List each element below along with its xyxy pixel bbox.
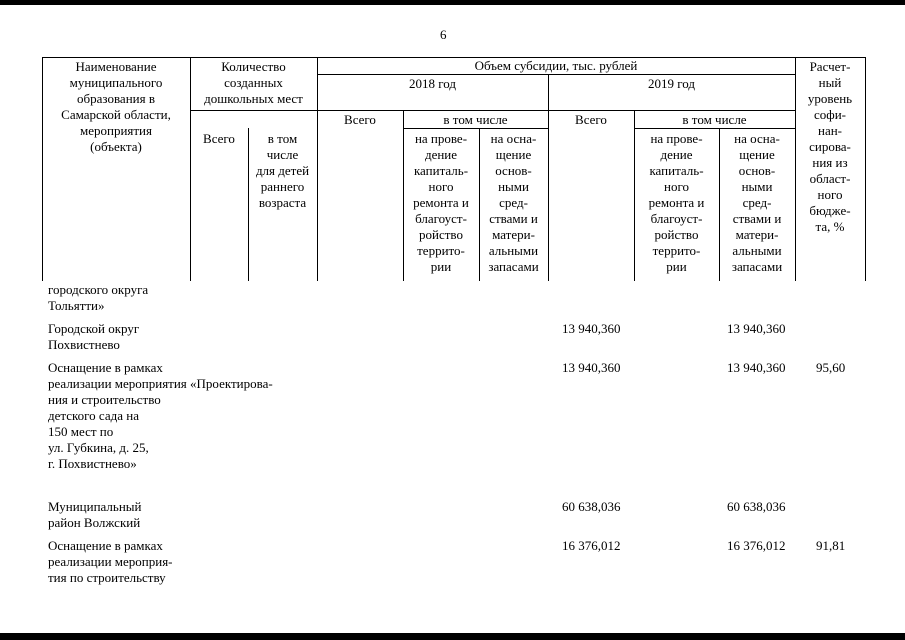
incl-2019-rule [634, 128, 795, 129]
bottom-scan-border [0, 633, 905, 640]
row-name: Оснащение в рамках реализации мероприя- тия по строительству [48, 538, 173, 585]
header-incl-2019: в том числе [682, 112, 747, 127]
incl-2018-rule [403, 128, 548, 129]
header-name-col: Наименование муниципального образования в Самарской области, мероприятия (объекта) [61, 59, 171, 154]
row-rate: 95,60 [816, 360, 846, 375]
header-incl-2018: в том числе [443, 112, 508, 127]
header-equip-2019: на осна- щение основ- ными сред- ствами и матери- альными запасами [731, 131, 783, 274]
row-name [48, 360, 273, 472]
header-year-2019: 2019 год [648, 76, 695, 91]
col-line-10 [865, 57, 866, 281]
header-rate-col: Расчет- ный уровень софи- нан- сирова- ния из област- ного бюдже- та, % [807, 59, 853, 234]
year-rule [317, 110, 795, 111]
header-places-total: Всего [203, 131, 235, 146]
page-number: 6 [440, 27, 447, 42]
header-places-col: Количество созданных дошкольных мест [204, 59, 303, 106]
header-repair-2018: на прове- дение капиталь- ного ремонта и благоуст- ройство террито- рии [413, 131, 469, 274]
row-name: Городской округ Похвистнево [48, 321, 140, 352]
header-equip-2018: на осна- щение основ- ными сред- ствами и матери- альными запасами [488, 131, 539, 274]
row-name: Муниципальный район Волжский [48, 499, 142, 530]
row-equip-2019: 13 940,360 [727, 360, 786, 375]
col-line-6 [548, 74, 549, 281]
row-total-2019: 13 940,360 [562, 321, 621, 336]
row-total-2019: 60 638,036 [562, 499, 621, 514]
row-name: городского округа Тольятти» [48, 282, 149, 313]
header-total-2019: Всего [575, 112, 607, 127]
row-total-2019: 16 376,012 [562, 538, 621, 553]
header-total-2018: Всего [344, 112, 376, 127]
row-name-text: Оснащение в рамках реализации мероприятия «Проектирова- ния и строительство детского сада на 150 мест по ул. Губкина, д. 25, г. Похвистнево» [48, 360, 273, 471]
top-scan-border [0, 0, 905, 5]
header-repair-2019: на прове- дение капиталь- ного ремонта и благоуст- ройство террито- рии [648, 131, 705, 274]
header-year-2018: 2018 год [409, 76, 456, 91]
places-sub-rule [190, 110, 317, 111]
row-rate: 91,81 [816, 538, 846, 553]
row-equip-2019: 60 638,036 [727, 499, 786, 514]
row-total-2019: 13 940,360 [562, 360, 621, 375]
row-equip-2019: 16 376,012 [727, 538, 786, 553]
header-places-early: в том числе для детей раннего возраста [255, 131, 310, 210]
header-subsidy-group: Объем субсидии, тыс. рублей [474, 58, 638, 73]
subsidy-group-rule [317, 74, 795, 75]
row-equip-2019: 13 940,360 [727, 321, 786, 336]
